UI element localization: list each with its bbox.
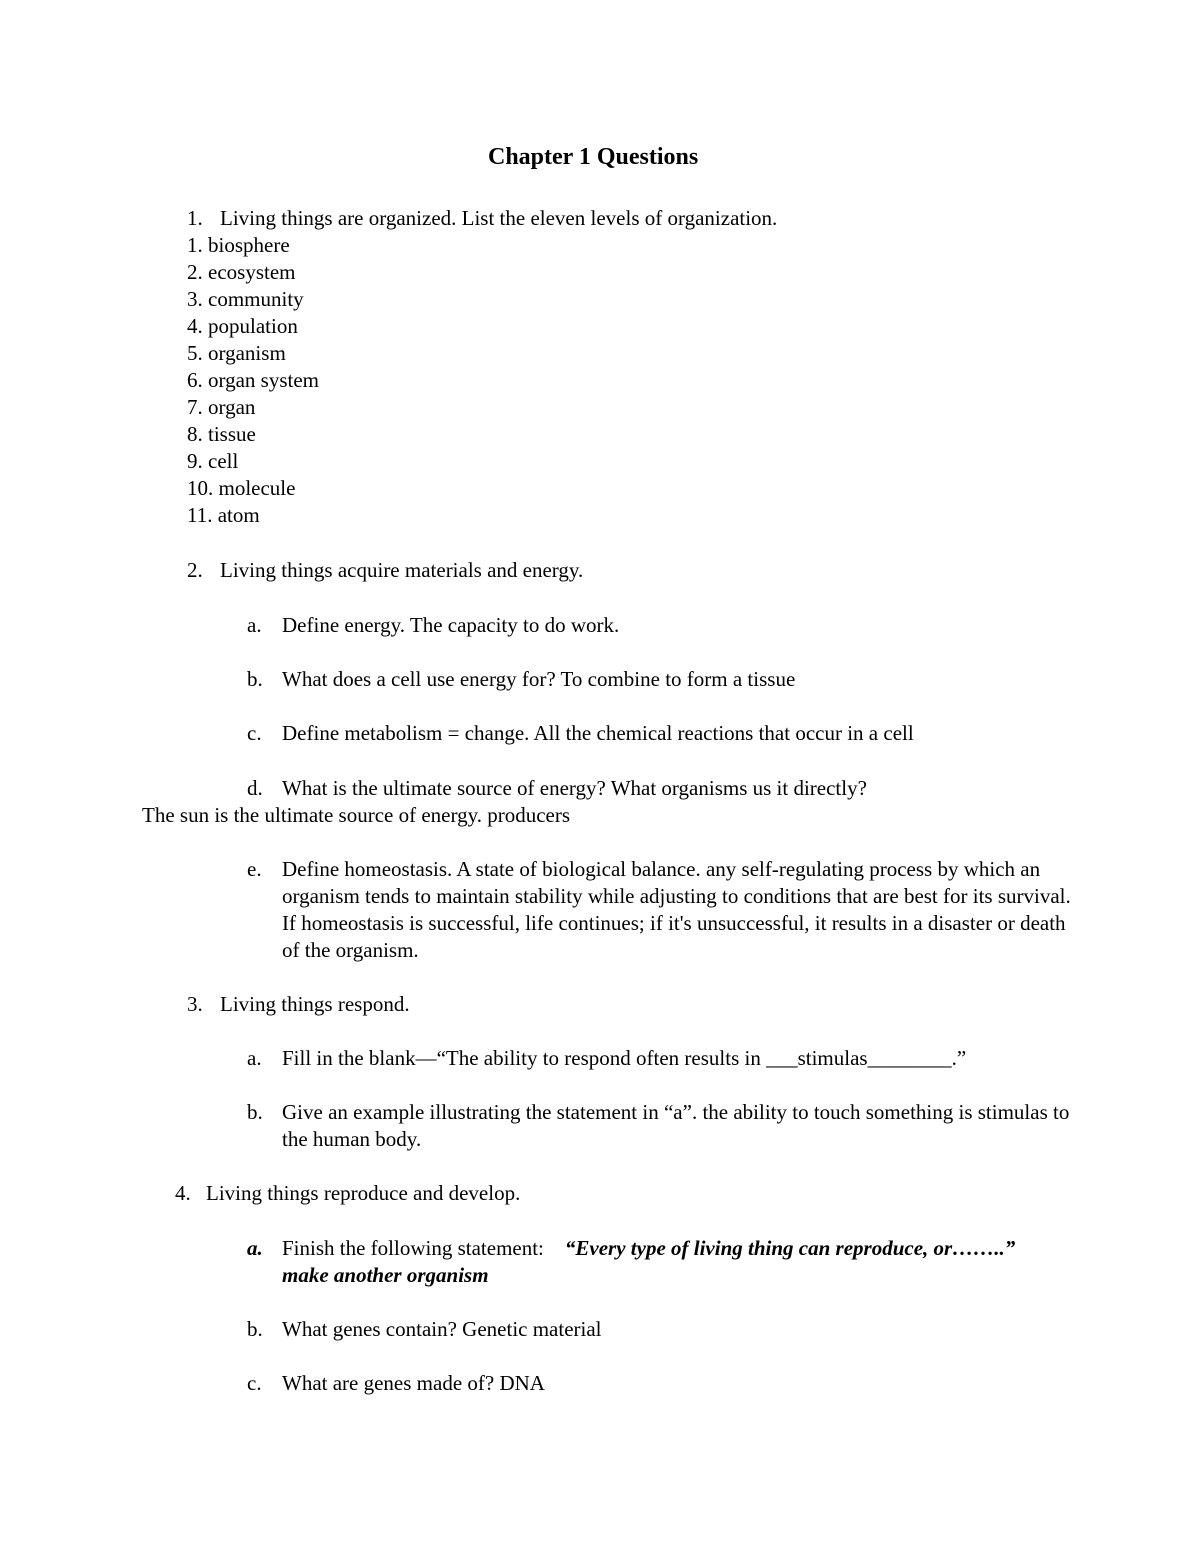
question-2d-text: What is the ultimate source of energy? What organisms us it directly?: [282, 776, 867, 800]
question-3b-text: Give an example illustrating the statement in “a”. the ability to touch something is stimulas to the human body.: [282, 1100, 1070, 1151]
question-4-number: 4.: [175, 1181, 191, 1205]
question-2c-text: Define metabolism = change. All the chemical reactions that occur in a cell: [282, 721, 914, 745]
level-list-item: 2. ecosystem: [187, 260, 296, 284]
question-4a-label: a.: [247, 1236, 263, 1260]
question-3-text: Living things respond.: [220, 992, 410, 1016]
level-list-item: 5. organism: [187, 341, 286, 365]
question-2b-label: b.: [247, 667, 263, 691]
question-4-text: Living things reproduce and develop.: [206, 1181, 521, 1205]
question-2e-text: Define homeostasis. A state of biological balance. any self-regulating process by which an organism tends to maintain stability while adjusting to conditions that are best for its survival. If homeostasis is successful, life continues; if it's unsuccessful, it results in a disaster or death of the organism.: [282, 857, 1071, 962]
question-4a-emphasis: “Every type of living thing can reproduce, or……..” make another organism: [282, 1236, 1016, 1287]
question-3b-label: b.: [247, 1100, 263, 1124]
question-4c-text: What are genes made of? DNA: [282, 1371, 545, 1395]
question-1-text: Living things are organized. List the eleven levels of organization.: [220, 206, 778, 230]
question-3a-label: a.: [247, 1046, 262, 1070]
question-4a-statement: [282, 1235, 1042, 1289]
question-2-text: Living things acquire materials and energy.: [220, 558, 584, 582]
question-2a-text: Define energy. The capacity to do work.: [282, 613, 620, 637]
question-4b-label: b.: [247, 1317, 263, 1341]
question-2d-label: d.: [247, 776, 263, 800]
level-list-item: 3. community: [187, 287, 304, 311]
question-2b-text: What does a cell use energy for? To combine to form a tissue: [282, 667, 796, 691]
level-list-item: 11. atom: [187, 503, 260, 527]
level-list-item: 10. molecule: [187, 476, 296, 500]
level-list-item: 9. cell: [187, 449, 239, 473]
level-list-item: 4. population: [187, 314, 298, 338]
question-2-number: 2.: [187, 558, 203, 582]
level-list-item: 6. organ system: [187, 368, 320, 392]
question-2a-label: a.: [247, 613, 262, 637]
question-2c-label: c.: [247, 721, 262, 745]
page-title: Chapter 1 Questions: [488, 144, 699, 170]
question-4a-text: Finish the following statement:: [282, 1236, 544, 1260]
question-2e-label: e.: [247, 857, 262, 881]
question-2d-answer: The sun is the ultimate source of energy. producers: [142, 803, 571, 827]
question-4c-label: c.: [247, 1371, 262, 1395]
question-3a-text: Fill in the blank—“The ability to respond often results in ___stimulas________.”: [282, 1046, 967, 1070]
question-4b-text: What genes contain? Genetic material: [282, 1317, 602, 1341]
level-list-item: 8. tissue: [187, 422, 256, 446]
level-list-item: 1. biosphere: [187, 233, 290, 257]
question-3-number: 3.: [187, 992, 203, 1016]
question-1-number: 1.: [187, 206, 203, 230]
level-list-item: 7. organ: [187, 395, 256, 419]
